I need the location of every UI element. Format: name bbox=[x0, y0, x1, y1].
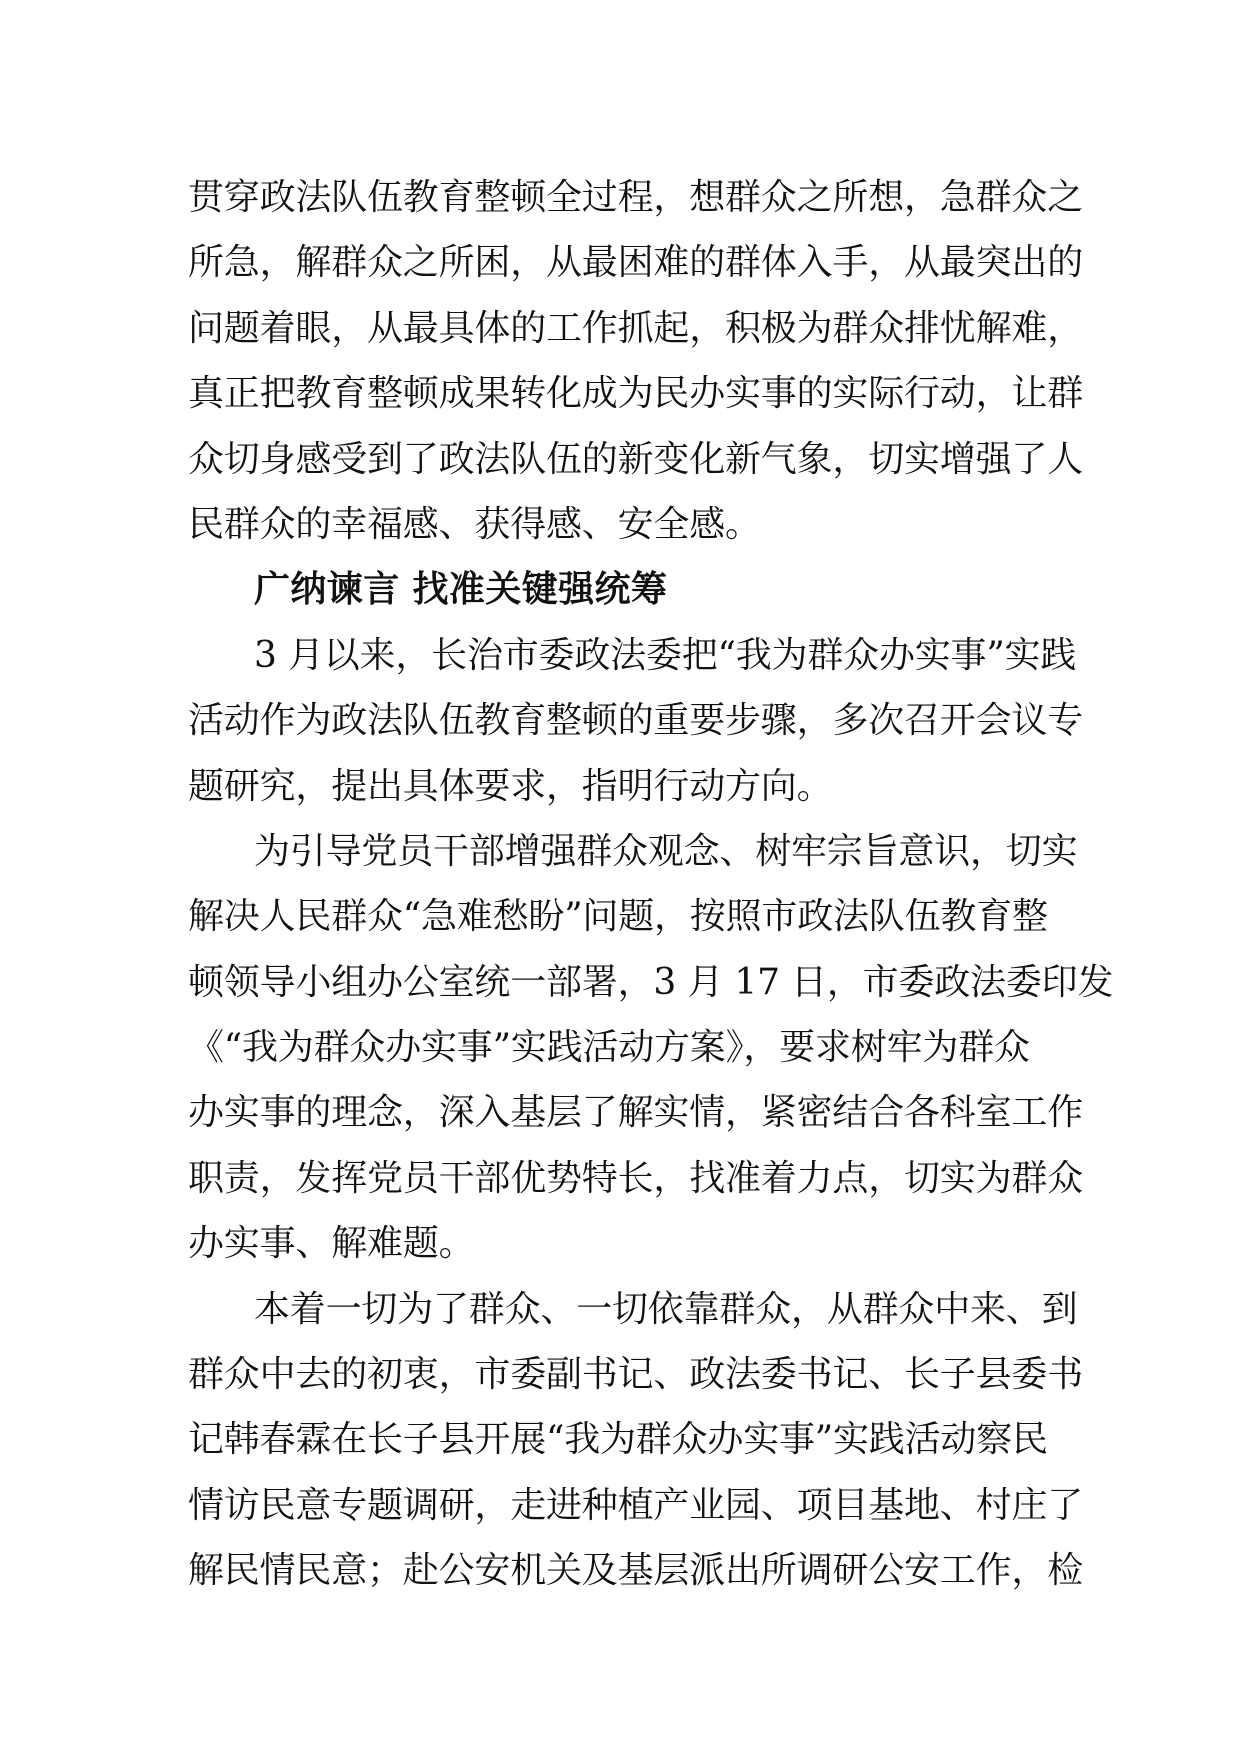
text-line: 贯穿政法队伍教育整顿全过程，想群众之所想，急群众之 bbox=[188, 177, 1084, 218]
text-line: 解决人民群众“急难愁盼”问题，按照市政法队伍教育整 bbox=[188, 896, 1048, 938]
text-line: 民群众的幸福感、获得感、安全感。 bbox=[188, 503, 761, 545]
paragraph-2 bbox=[188, 623, 1084, 819]
text-line: 顿领导小组办公室统一部署，3 月 17 日，市委政法委印发 bbox=[188, 961, 1114, 1003]
text-line: 所急，解群众之所困，从最困难的群体入手，从最突出的 bbox=[188, 242, 1084, 284]
text-line: 本着一切为了群众、一切依靠群众，从群众中来、到 bbox=[254, 1288, 1078, 1330]
document-page bbox=[188, 165, 1114, 1604]
text-line: 职责，发挥党员干部优势特长，找准着力点，切实为群众 bbox=[188, 1157, 1084, 1199]
text-line: 办实事的理念，深入基层了解实情，紧密结合各科室工作 bbox=[188, 1092, 1084, 1134]
text-line: 《“我为群众办实事”实践活动方案》，要求树牢为群众 bbox=[188, 1027, 1030, 1069]
text-line: 活动作为政法队伍教育整顿的重要步骤，多次召开会议专 bbox=[188, 700, 1084, 742]
text-line: 众切身感受到了政法队伍的新变化新气象，切实增强了人 bbox=[188, 438, 1084, 480]
text-line: 3 月以来，长治市委政法委把“我为群众办实事”实践 bbox=[254, 634, 1077, 676]
text-line: 真正把教育整顿成果转化成为民办实事的实际行动，让群 bbox=[188, 373, 1084, 415]
text-line: 群众中去的初衷，市委副书记、政法委书记、长子县委书 bbox=[188, 1354, 1084, 1396]
text-line: 记韩春霖在长子县开展“我为群众办实事”实践活动察民 bbox=[188, 1419, 1048, 1461]
paragraph-4 bbox=[188, 1277, 1084, 1604]
text-line: 为引导党员干部增强群众观念、树牢宗旨意识，切实 bbox=[254, 830, 1078, 872]
paragraph-3 bbox=[188, 819, 1114, 1277]
paragraph-1 bbox=[188, 165, 1084, 557]
text-line: 题研究，提出具体要求，指明行动方向。 bbox=[188, 765, 833, 807]
text-line: 办实事、解难题。 bbox=[188, 1223, 475, 1265]
text-line: 情访民意专题调研，走进种植产业园、项目基地、村庄了 bbox=[188, 1484, 1084, 1526]
text-line: 问题着眼，从最具体的工作抓起，积极为群众排忧解难， bbox=[188, 307, 1084, 349]
text-line: 解民情民意；赴公安机关及基层派出所调研公安工作，检 bbox=[188, 1550, 1084, 1592]
section-heading: 广纳谏言 找准关键强统筹 bbox=[254, 569, 668, 611]
